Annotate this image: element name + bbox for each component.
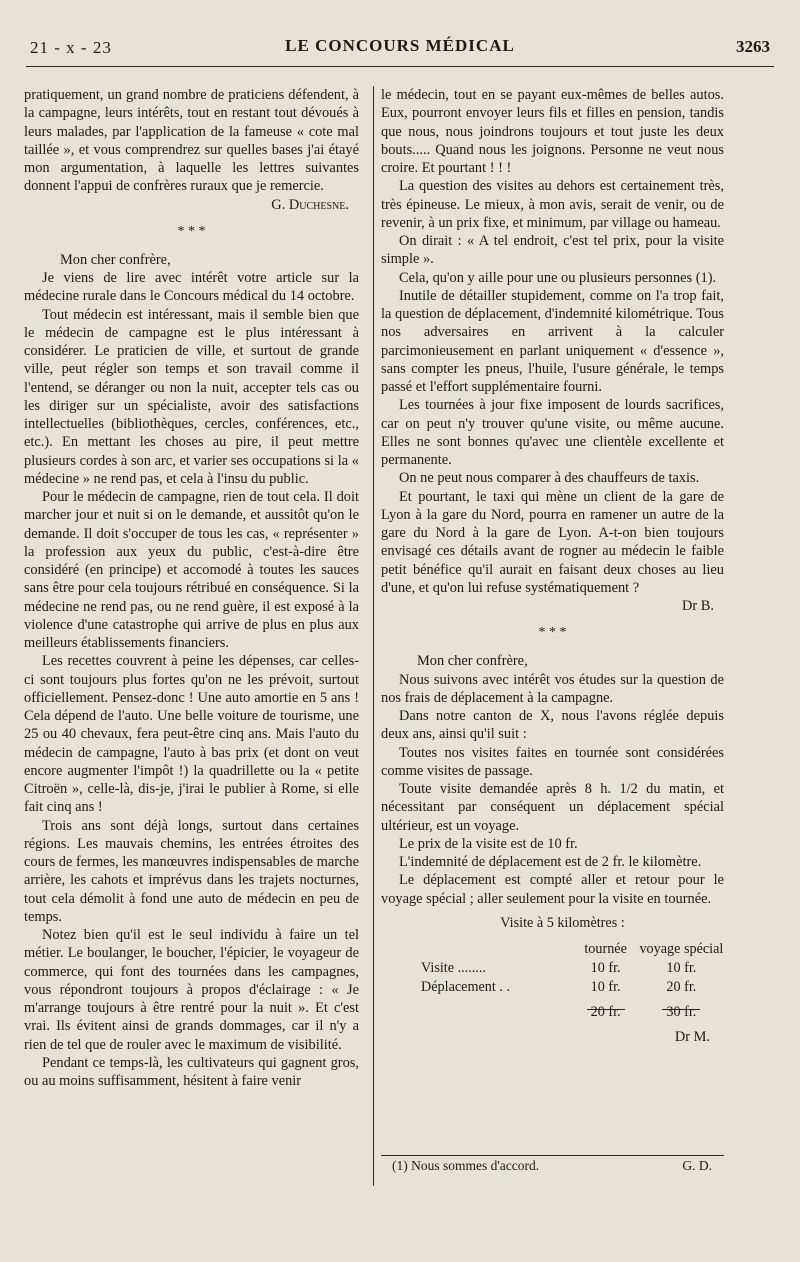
footnote-rule: [381, 1155, 724, 1156]
paragraph: Toute visite demandée après 8 h. 1/2 du matin, et nécessitant par conséquent un déplacement spécial ultérieur, est un voyage.: [381, 781, 724, 834]
paragraph: L'indemnité de déplacement est de 2 fr. le kilomètre.: [399, 854, 702, 870]
header-rule: [26, 66, 774, 67]
paragraph: le médecin, tout en se payant eux-mêmes de belles autos. Eux, pourront envoyer leurs fils et filles en pension, tandis que nous, nous joindrons toujours et tout juste les deux bouts..... Quand nous les joignons. Personne ne veut nous croire. Et pourtant ! ! !: [381, 87, 724, 176]
page-header: [30, 34, 770, 62]
right-column: [381, 86, 724, 1046]
section-separator: * * *: [538, 625, 567, 641]
paragraph: Tout médecin est intéressant, mais il semble bien que le médecin de campagne est le plus intéressant à considérer. Le praticien de ville, et surtout de grande ville, peut régler son temps et son travail comme il l'entend, se déranger ou non la nuit, accepter tels cas ou les diriger sur un spécialiste, avoir des satisfactions intellectuelles (bibliothèques, cercles, conférences, etc., etc.). En mettant les choses au pire, il peut mettre plusieurs cordes à son arc, et varier ses occupations si la « médecine » ne rend pas, et cela à l'insu du public.: [24, 306, 359, 487]
signature: Dr B.: [682, 598, 714, 614]
signature: G. Duchesne.: [271, 196, 349, 213]
table-row: Visite ........ 10 fr. 10 fr.: [421, 960, 697, 976]
paragraph: pratiquement, un grand nombre de praticiens défendent, à la campagne, leurs intérêts, tout en restant tout dévoués à leurs malades, par l'application de la fameuse « cote mal taillée », et vous comprendrez sur quelles bases j'ai étayé mon argumentation, à laquelle les lettres suivantes donnent l'appui de confrères ruraux que je remercie.: [24, 87, 359, 195]
column-header: tournée: [584, 941, 627, 957]
footnote-signature: G. D.: [682, 1158, 712, 1173]
paragraph: Toutes nos visites faites en tournée sont considérées comme visites de passage.: [381, 744, 724, 779]
paragraph: Je viens de lire avec intérêt votre article sur la médecine rurale dans le Concours médical du 14 octobre.: [24, 270, 359, 305]
paragraph: Pour le médecin de campagne, rien de tout cela. Il doit marcher jour et nuit si on le demande, et aussitôt qu'on le demande. Il doit s'occuper de tous les cas, « représenter » la profession aux yeux du public, c'est-à-dire être considéré (en principe) et accomodé à toutes les sauces sans être pour cela toujours rétribué en conséquence. Si la médecine ne rend pas, ou ne rend guère, il est exposé à la violence d'une catastrophe qui arrive de plus en plus aux meilleurs établissements financiers.: [24, 489, 359, 651]
paragraph: Les recettes couvrent à peine les dépenses, car celles-ci sont toujours plus fortes qu'on ne les prévoit, surtout officiellement. Pensez-donc ! Une auto amortie en 5 ans ! Cela dépend de l'auto. Une belle voiture de tourisme, une 25 ou 40 chevaux, fera peut-être cinq ans. Mais l'auto du médecin de campagne, l'auto à bas prix (et dont on veut encore augmenter l'impôt !) la quadrillette ou la « petite Citroën », celle-là, dis-je, j'irai le publier à Rome, si elle fait cinq ans !: [24, 653, 359, 816]
section-separator: * * *: [177, 223, 206, 239]
column-divider: [373, 86, 374, 1186]
left-column: [24, 86, 359, 1090]
page-number: 3263: [736, 37, 770, 56]
table-header: [381, 940, 724, 959]
table-title: Visite à 5 kilomètres :: [500, 914, 625, 931]
paragraph: Dans notre canton de X, nous l'avons réglée depuis deux ans, ainsi qu'il suit :: [381, 708, 724, 743]
paragraph: Notez bien qu'il est le seul individu à faire un tel métier. Le boulanger, le boucher, l'épicier, le voyageur de commerce, qui font des tournées dans les campagnes, vous répondront toujours à propos d'éclairage : « Je m'arrange toujours à être rentré pour la nuit ». Et c'est vrai. Ils évitent ainsi de grands dommages, car il n'y a rien de tel que de rouler avec le maximum de visibilité.: [24, 927, 359, 1053]
paragraph: Cela, qu'on y aille pour une ou plusieurs personnes (1).: [399, 269, 717, 286]
paragraph: Trois ans sont déjà longs, surtout dans certaines régions. Les mauvais chemins, les entrées étroites des cours de fermes, les manœuvres indispensables de marche arrière, les cahots et imprévus dans les trajets nocturnes, tout cela démolit à fond une auto de médecin en peu de temps.: [24, 817, 359, 925]
journal-title: LE CONCOURS MÉDICAL: [285, 36, 515, 55]
salutation: Mon cher confrère,: [417, 653, 528, 670]
salutation: Mon cher confrère,: [60, 251, 171, 268]
paragraph: La question des visites au dehors est certainement très, très épineuse. Le mieux, à mon avis, serait de venir, ou de revenir, à un prix fixe, et minimum, par village ou hameau.: [381, 178, 724, 231]
paragraph: Le déplacement est compté aller et retour pour le voyage spécial ; aller seulement pour la visite en tournée.: [381, 872, 724, 907]
issue-date: 21 - x - 23: [30, 38, 112, 57]
signature: Dr M.: [674, 1029, 710, 1045]
paragraph: Nous suivons avec intérêt vos études sur la question de nos frais de déplacement à la campagne.: [381, 671, 724, 706]
paragraph: On ne peut nous comparer à des chauffeurs de taxis.: [399, 470, 700, 487]
footnote: [392, 1158, 712, 1174]
fee-table: [381, 914, 724, 1022]
footnote-text: (1) Nous sommes d'accord.: [392, 1158, 540, 1173]
paragraph: Pendant ce temps-là, les cultivateurs qui gagnent gros, ou au moins suffisamment, hésitent à faire venir: [24, 1054, 359, 1089]
paragraph: Les tournées à jour fixe imposent de lourds sacrifices, car on peut n'y trouver qu'une visite, ou même aucune. Elles ne sont bonnes qu'avec une clientèle excellente et permanente.: [381, 397, 724, 468]
paragraph: Et pourtant, le taxi qui mène un client de la gare de Lyon à la gare du Nord, pourra en ramener un autre de la gare du Nord à la gare de Lyon. A-t-on bien toujours envisagé ces détails avant de rogner au médecin le faible petit bénéfice qu'il aurait en faisant deux choses au lieu d'une, et qu'on lui refuse systématiquement ?: [381, 488, 724, 596]
column-header: voyage spécial: [639, 941, 724, 957]
paragraph: Le prix de la visite est de 10 fr.: [399, 835, 578, 852]
paragraph: On dirait : « A tel endroit, c'est tel prix, pour la visite simple ».: [381, 233, 724, 268]
table-total-row: 20 fr. 30 fr.: [590, 1004, 697, 1020]
paragraph: Inutile de détailler stupidement, comme on l'a trop fait, la question de déplacement, d'indemnité kilométrique. Tous nos adversaires en arrivent à la calculer parcimonieusement en parlant uniquement « d'essence », sans compter les pneus, l'huile, l'usure générale, le temps passé et l'effort supplémentaire fourni.: [381, 287, 724, 395]
table-row: Déplacement . . 10 fr. 20 fr.: [421, 979, 697, 995]
